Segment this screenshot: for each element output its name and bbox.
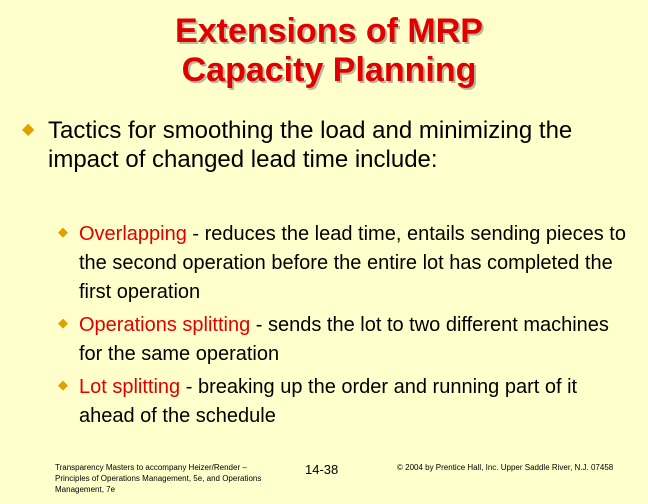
footer-copyright: © 2004 by Prentice Hall, Inc. Upper Saddle River, N.J. 07458 [397,463,614,472]
sub-bullet-term: Operations splitting [79,314,251,336]
sub-bullet-list [58,220,628,435]
diamond-bullet-icon: ◆ [58,315,68,330]
sub-bullet-text [79,220,628,307]
sub-bullet-lot-splitting [58,373,628,431]
sub-bullet-overlapping [58,220,628,307]
sub-bullet-description: - breaking up the order and running part of it ahead of the schedule [79,376,578,427]
slide-title [0,12,648,90]
sub-bullet-description: - sends the lot to two different machines for the same operation [79,314,609,365]
main-bullet [22,116,622,174]
sub-bullet-operations-splitting [58,311,628,369]
title-line-2: Capacity Planning [181,51,477,89]
diamond-bullet-icon: ◆ [22,121,35,138]
sub-bullet-description: - reduces the lead time, entails sending pieces to the second operation before the entire lot has completed the first operation [79,223,626,303]
sub-bullet-term: Lot splitting [79,376,181,398]
diamond-bullet-icon: ◆ [58,224,68,239]
diamond-bullet-icon: ◆ [58,377,68,392]
footer-source: Transparency Masters to accompany Heizer/Render – Principles of Operations Management, 5e, and Operations Management, 7e [55,463,262,494]
slide-number: 14-38 [305,462,339,477]
sub-bullet-text [79,311,628,369]
title-line-1: Extensions of MRP [175,12,483,50]
sub-bullet-text [79,373,628,431]
sub-bullet-term: Overlapping [79,223,187,245]
main-bullet-text: Tactics for smoothing the load and minimizing the impact of changed lead time include: [48,117,573,173]
